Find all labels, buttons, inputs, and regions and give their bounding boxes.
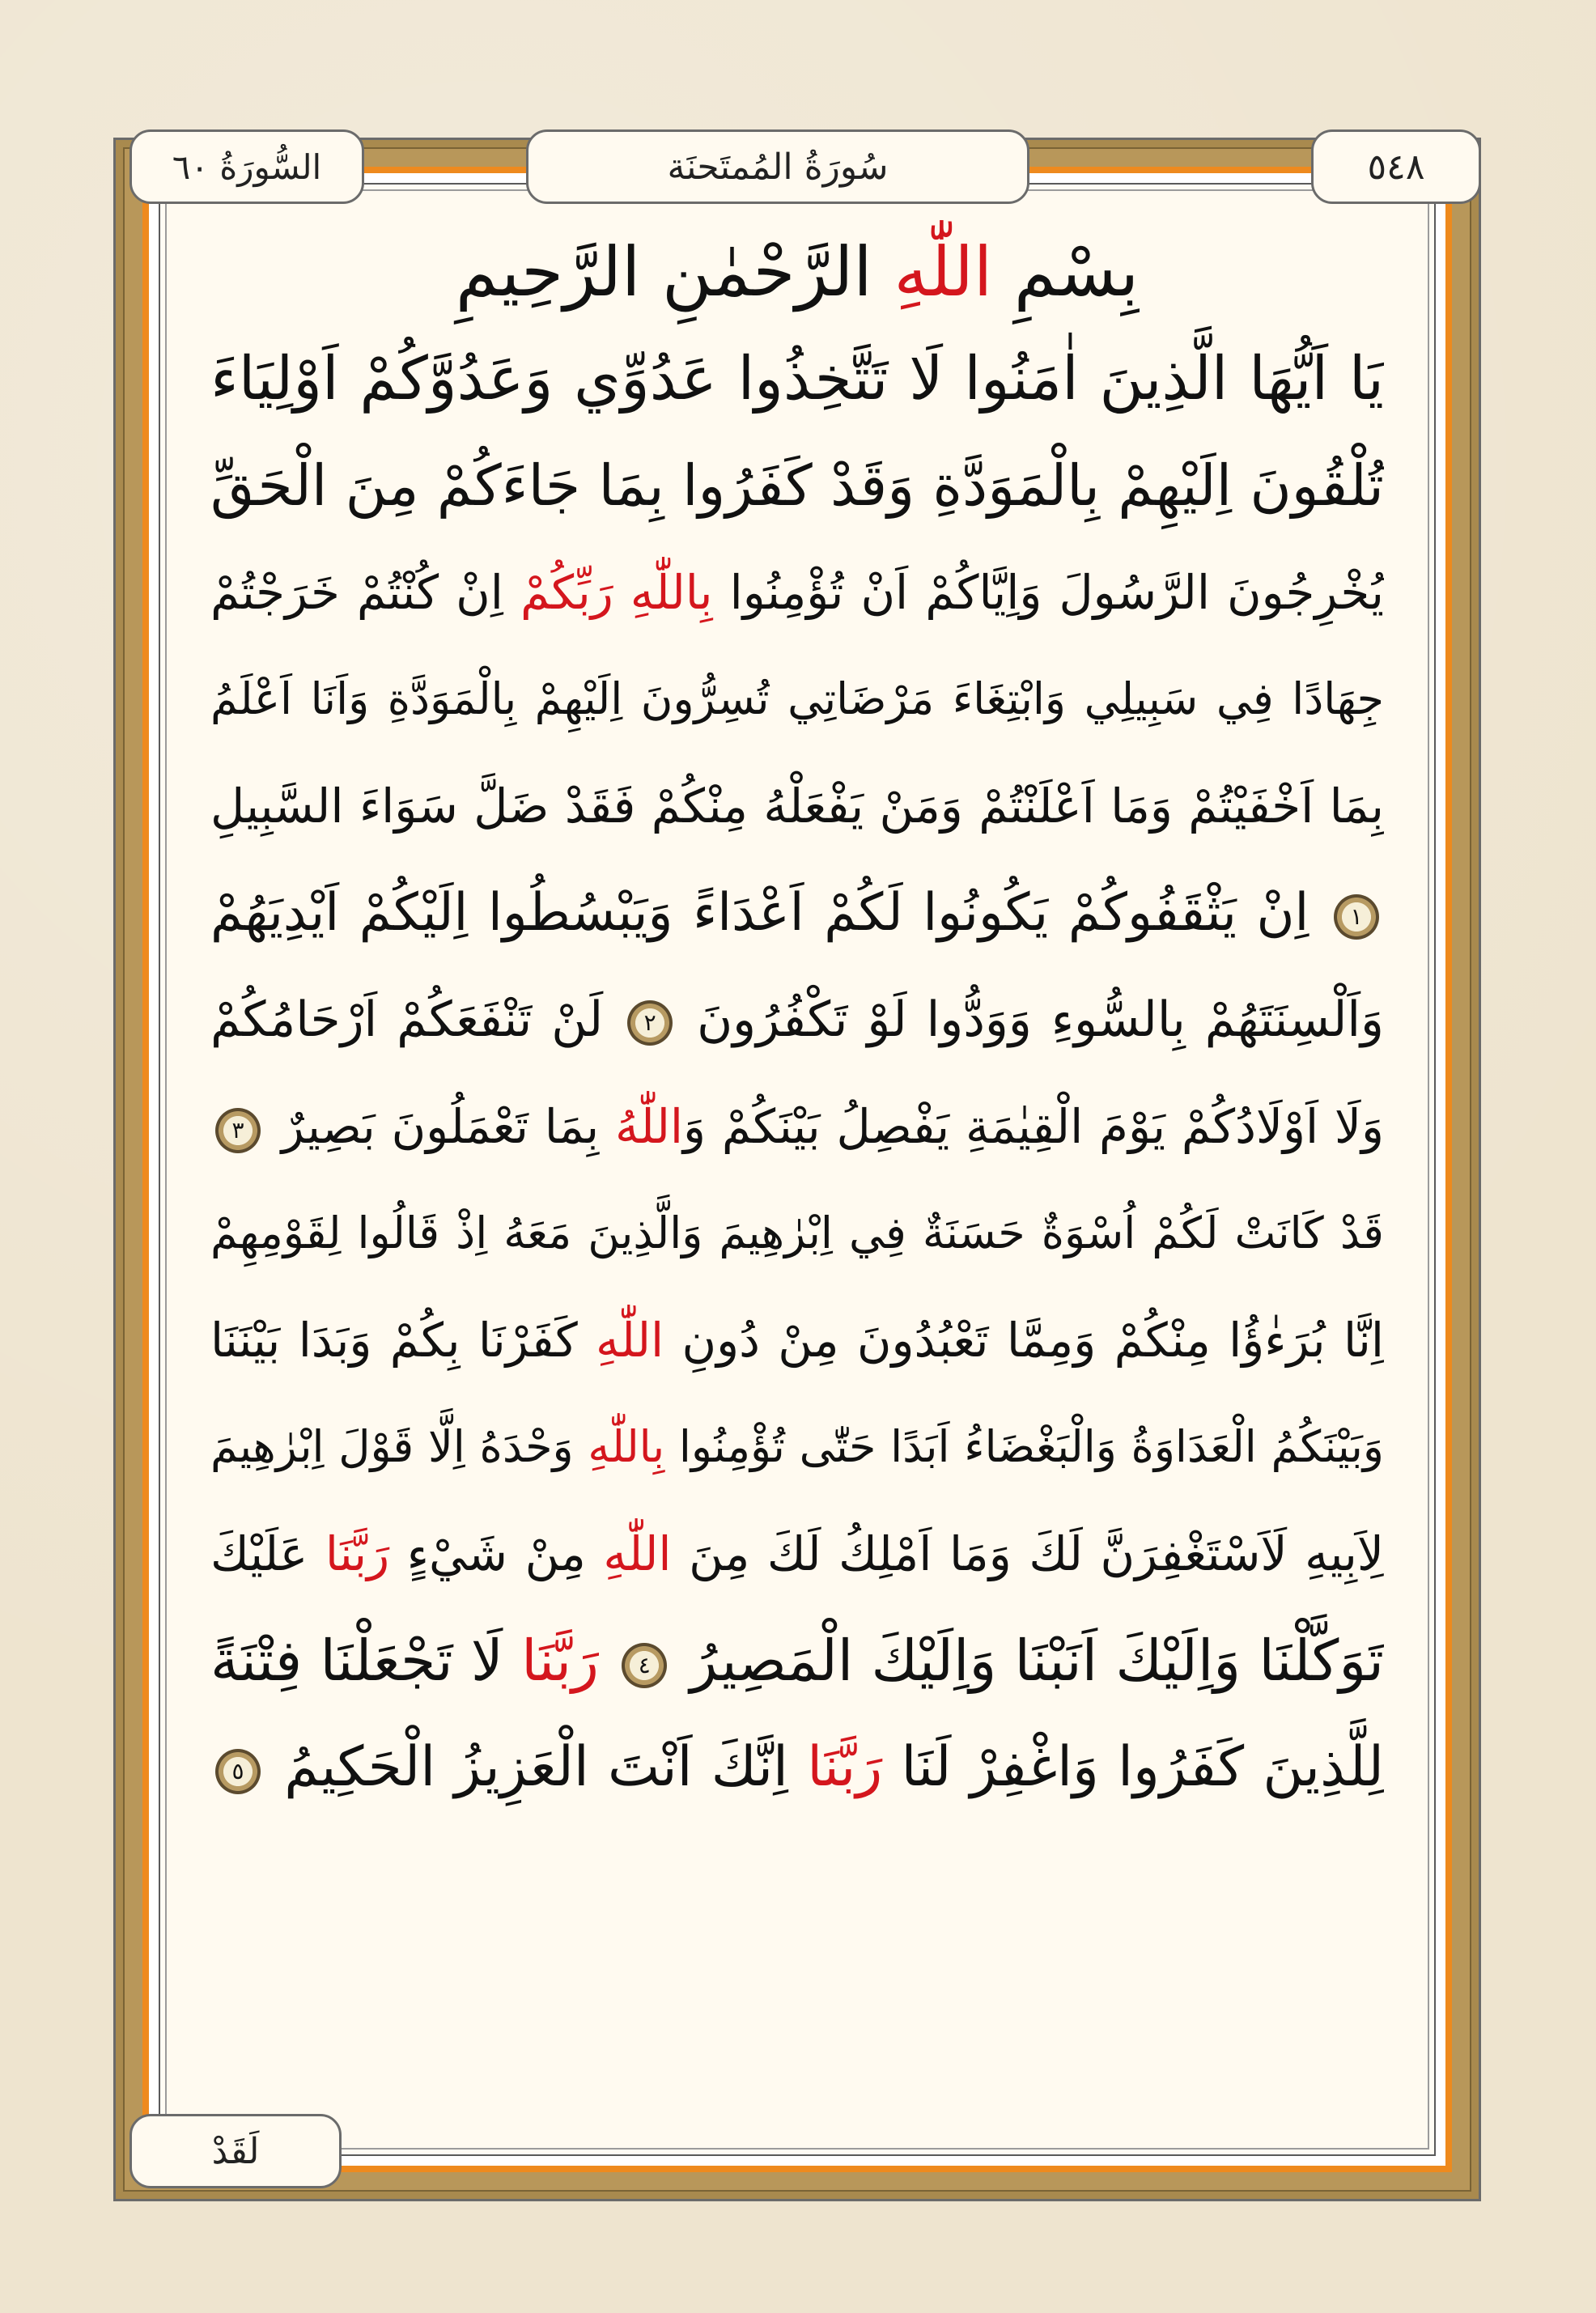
verse-text: اِنَّكَ اَنْتَ الْعَزِيزُ الْحَكِيمُ [265, 1735, 808, 1799]
page-number-tab [1311, 129, 1481, 204]
catchword-tab [129, 2114, 342, 2188]
text-line [210, 1500, 1384, 1607]
verse-text: عَلَيْكَ [210, 1526, 325, 1581]
verse-text: لِلَّذِينَ كَفَرُوا وَاغْفِرْ لَنَا [882, 1735, 1384, 1799]
ayah-number-marker: ٣ [215, 1108, 261, 1153]
text-line [210, 1073, 1384, 1180]
text-line [210, 1607, 1384, 1714]
text-line [210, 1287, 1384, 1394]
verse-text: وَلَا اَوْلَادُكُمْ يَوْمَ الْقِيٰمَةِ يَفْصِلُ بَيْنَكُمْ وَ [683, 1099, 1384, 1154]
verse-text: كَفَرْنَا بِكُمْ وَبَدَا بَيْنَنَا [210, 1313, 596, 1368]
verse-text: اِنْ كُنْتُمْ خَرَجْتُمْ [210, 565, 520, 620]
text-line [210, 966, 1384, 1073]
ayah-number-marker: ٤ [622, 1643, 667, 1688]
divine-name-text: اللّٰهِ [894, 232, 993, 312]
verse-text [599, 1628, 617, 1694]
verse-text: مِنْ شَيْءٍ [389, 1526, 604, 1581]
divine-name-text: رَبَّنَا [521, 1628, 599, 1694]
text-line [210, 325, 1384, 432]
verse-text: اِنْ يَثْقَفُوكُمْ يَكُونُوا لَكُمْ اَعْدَاءً وَيَبْسُطُوا اِلَيْكُمْ اَيْدِيَهُمْ [210, 883, 1329, 943]
divine-name-text: اللّٰهُ [614, 1099, 684, 1154]
verse-text: تُلْقُونَ اِلَيْهِمْ بِالْمَوَدَّةِ وَقَدْ كَفَرُوا بِمَا جَاءَكُمْ مِنَ الْحَقِّ [210, 452, 1384, 519]
verse-text: قَدْ كَانَتْ لَكُمْ اُسْوَةٌ حَسَنَةٌ فِي اِبْرٰهِيمَ وَالَّذِينَ مَعَهُ اِذْ قَالُوا لِقَوْمِهِمْ [210, 1207, 1384, 1258]
surah-label-tab [129, 129, 364, 204]
page-number: ٥٤٨ [1367, 146, 1425, 188]
divine-name-text: بِاللّٰهِ رَبِّكُمْ [520, 565, 713, 620]
text-line [210, 432, 1384, 539]
ayah-number-marker: ٢ [627, 1000, 673, 1046]
surah-label: السُّورَةُ ٦٠ [172, 146, 322, 187]
verse-text: بِمَا اَخْفَيْتُمْ وَمَا اَعْلَنْتُمْ وَمَنْ يَفْعَلْهُ مِنْكُمْ فَقَدْ ضَلَّ سَوَاءَ السَّبِيلِ [210, 779, 1384, 834]
verse-text: لِاَبِيهِ لَاَسْتَغْفِرَنَّ لَكَ وَمَا اَمْلِكُ لَكَ مِنَ [671, 1526, 1384, 1581]
verse-text: بِمَا تَعْمَلُونَ بَصِيرٌ [265, 1099, 615, 1154]
text-line [210, 539, 1384, 646]
catchword: لَقَدْ [211, 2130, 260, 2172]
surah-title-tab [526, 129, 1029, 204]
divine-name-text: بِاللّٰهِ [588, 1421, 665, 1472]
verse-text: وَحْدَهُ اِلَّا قَوْلَ اِبْرٰهِيمَ [210, 1421, 588, 1472]
verse-text: بِسْمِ [992, 232, 1140, 312]
verse-text: تَوَكَّلْنَا وَاِلَيْكَ اَنَبْنَا وَاِلَيْكَ الْمَصِيرُ [672, 1628, 1384, 1694]
basmala-line [210, 219, 1384, 325]
ayah-number-marker: ٥ [215, 1749, 261, 1794]
verse-text: يُخْرِجُونَ الرَّسُولَ وَاِيَّاكُمْ اَنْ تُؤْمِنُوا [712, 565, 1384, 620]
ayah-number-marker: ١ [1334, 894, 1379, 940]
divine-name-text: اللّٰهِ [596, 1313, 664, 1368]
divine-name-text: رَبَّنَا [807, 1735, 883, 1799]
verse-text: جِهَادًا فِي سَبِيلِي وَابْتِغَاءَ مَرْضَاتِي تُسِرُّونَ اِلَيْهِمْ بِالْمَوَدَّةِ وَاَنَا اَعْلَمُ [210, 673, 1384, 724]
text-line [210, 1714, 1384, 1821]
verse-text: الرَّحْمٰنِ الرَّحِيمِ [455, 232, 894, 312]
divine-name-text: رَبَّنَا [325, 1526, 390, 1581]
text-line [210, 1180, 1384, 1287]
text-line [210, 1394, 1384, 1500]
verse-text: لَا تَجْعَلْنَا فِتْنَةً [210, 1628, 522, 1694]
text-line [210, 753, 1384, 859]
verse-text: وَبَيْنَكُمُ الْعَدَاوَةُ وَالْبَغْضَاءُ اَبَدًا حَتّٰى تُؤْمِنُوا [664, 1421, 1384, 1472]
surah-title: سُورَةُ المُمتَحنَة [667, 146, 889, 188]
verse-text: يَا اَيُّهَا الَّذِينَ اٰمَنُوا لَا تَتَّخِذُوا عَدُوِّي وَعَدُوَّكُمْ اَوْلِيَاءَ [210, 344, 1384, 414]
verse-text: اِنَّا بُرَءٰؤُا مِنْكُمْ وَمِمَّا تَعْبُدُونَ مِنْ دُونِ [664, 1313, 1384, 1368]
quran-text-block [210, 219, 1384, 2112]
text-line [210, 859, 1384, 966]
divine-name-text: اللّٰهِ [603, 1526, 672, 1581]
verse-text: وَاَلْسِنَتَهُمْ بِالسُّوءِ وَوَدُّوا لَوْ تَكْفُرُونَ [677, 991, 1384, 1048]
verse-text: لَنْ تَنْفَعَكُمْ اَرْحَامُكُمْ [210, 991, 623, 1048]
text-line [210, 646, 1384, 753]
